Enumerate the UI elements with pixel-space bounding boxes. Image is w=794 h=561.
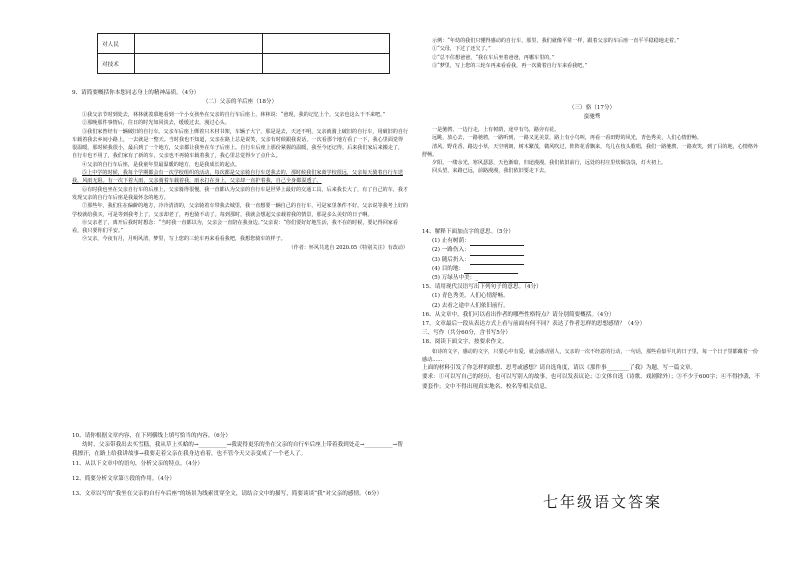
question-12: 12、简要分析文章第⑤段的作用。（4分）: [72, 475, 175, 482]
table-label: 对人民: [98, 34, 135, 54]
question-14-item: [422, 237, 762, 246]
item-label: (1) 止有树荫：: [432, 238, 470, 245]
example-item: ③“梦里，写上您的三轮车再来看看我，再一次骑着自行车来看我吧。”: [432, 62, 588, 69]
passage-paragraph: ⑦那些年，我们住在偏僻的地方，冷冷清清的，父亲骑着车带我去城里，我一直想要一辆自己的自行车，可是家里条件不好。父亲说等我考上好的学校就给我买，可是等到我考上了，父亲却老了，再也骑不动了。每到那时，我就会想起父亲载着我的情景，那是多么美好的日子啊。: [72, 203, 408, 218]
question-9: 9、请简要概括你本您同志身上的精神品质。（4分）: [72, 90, 200, 96]
question-14-item: [422, 274, 762, 283]
question-18: 18、阅读下面文字，按要求作文。: [422, 339, 508, 346]
evaluation-table: [97, 33, 390, 74]
table-cell: [262, 54, 390, 74]
passage-paragraph: 一是驰骋，一边行走，上有树荫，途中有鸟，路旁有花。: [432, 127, 560, 133]
item-label: (3) 随后扔入：: [432, 256, 470, 263]
question-15-sentence: (1) 青色秀美，人们心情舒畅。: [432, 293, 509, 300]
question-15: 15、请用现代汉语写出下列句子的意思。（4分）: [422, 284, 542, 291]
question-13: 13、文章以写的“我坐在父亲的自行车后座”的场景为线索贯穿全文，请结合文中的描写，简要谈谈“我”对父亲的感情。（6分）: [72, 491, 383, 498]
question-14: 14、解释下面加点字的意思。（5分）: [422, 229, 514, 235]
table-cell: [135, 54, 263, 74]
item-label: (2) 一路伤入：: [432, 247, 470, 254]
passage-paragraph: ③我们家曾经有一辆破旧的自行车。父亲车后座上绑着只木材书架，车辆子大宁，那是是去，天还不明，父亲就骑上破旧的自行车，用破旧的自行车载着我去乡间小路上，一去就是一整天。当时我也不知道，父亲在路上总是说笑，父亲有时候跟我说话，一次看那个地方看了一下，我心里面觉得很温暖，那时候我很小，最后到了一个地方，父亲都让我坐在车子后座上。自行车后座上那份紧握的温暖，我至今还记得。后来我们家后来搬走了，自行车也不用了，我们家有了新的车，父亲也不再骑车载着我了，我心里总觉得少了点什么。: [72, 128, 408, 160]
answer-blank: [470, 258, 524, 265]
passage-paragraph: 夕阳，一缕余光，寒风瑟瑟，天色渐暗，归途漫漫，我们依旧前行，远处的村庄里炊烟袅袅，灯火初上。: [432, 160, 667, 167]
section-4-title: 三、写作（共分60分，含书写5分）: [422, 330, 511, 337]
passage-paragraph: 清风，野花香，路边小草，天空明朗，树木繁茂，微风吹过，阵阵花香飘来，鸟儿在枝头歌唱，我们一路驰骋，一路欢笑，到了目的地，心情格外舒畅。: [422, 143, 759, 158]
item-label: (4) 目的地：: [432, 265, 465, 272]
table-cell: [135, 34, 263, 54]
question-14-item: [422, 256, 762, 265]
passage-paragraph: ⑧父亲老了，离开后我时时想念：“当时我一直都以为，父亲会一直陪在我身边。”父亲说：“你们要好好地生活，我不在的时候，要记得回家看看，我只要你们平安。”: [72, 219, 398, 235]
requirements-text: ①可以写自己的经历，也可以写别人的故事，也可以发表议论；②文体自选（诗歌、戏剧除外）；③不少于600字；④不得抄袭，不要套作；文中不得出现真实地名、校名等相关信息。: [422, 374, 760, 390]
passage-paragraph: ②那晚那件事情后，往日的时光如同淡去，缓缓过去，漫过心头。: [82, 120, 230, 127]
item-label: (5) 万绿丛中美：_: [432, 275, 479, 282]
example-item: ①“父母，下过了还欠了。”: [432, 46, 491, 53]
answer-section-title: 七年级语文答案: [543, 493, 663, 511]
question-10: 10、请你根据文章内容，在下列横线上填写恰当的内容。（6分）: [72, 433, 231, 439]
passage-paragraph: ⑨父亲，今夜有月，月明风清，梦里，写上您的三轮车再来看看我吧，我想您骑车的样子。: [82, 236, 286, 243]
question-11: 11、从以下文章中的语句，分析父亲的特点。（4分）: [72, 460, 203, 467]
question-10-text: 幼时，父亲带我出去买雪糕，我从草上买蛤的→__________→我说得更乐的坐在父亲的自行车后座上带着我到处走→__________→帮我擦汗，在路上给我讲故事→我要走着父亲在我身边看着，也不管今天父亲变成了一个老人了。: [72, 442, 403, 458]
passage-paragraph: ⑥有时我也坐在父亲自行车的后座上，父亲骑得很慢，我一直都认为父亲的自行车是世界上最好的交通工具，后来我长大了，有了自己的车，我才发现父亲的自行车后座是我最怀念的地方。: [72, 186, 408, 201]
passage-paragraph: ①我父亲节时到处去，林林就羡慕地看到一个小女孩坐在父亲的自行车后座上，林林说：“爸现，我的记忆上个，父亲也这么干不来吧。”: [82, 112, 386, 118]
answer-blank: [464, 267, 518, 274]
table-label: 对技术: [98, 54, 135, 74]
example-text: 示例：“年幼的我们只懂得感动的自行车，那里，我们就像平常一样，跟着父亲的车后座一直平平稳稳地走着。”: [432, 38, 680, 44]
passage-title: 蛮驰骛: [583, 114, 601, 121]
right-column: [422, 0, 762, 561]
writing-prompt: 如诗的文字，感动的文字，只要心中有爱，就会感动别人，父亲的一次不经意的行动，一句话，那些看似平凡的日子里，每一个日子里都藏着一份感动……: [422, 348, 759, 363]
answer-blank: [478, 276, 532, 283]
passage-paragraph: ④父亲的自行车后座，是我童年里最温暖的地方，也是我成长的起点。: [82, 161, 240, 168]
writing-requirements: [422, 373, 762, 391]
table-row: [98, 34, 390, 54]
left-column: [72, 0, 408, 561]
question-17: 17、文章最后一段从表达方式上看与前面有何不同？表达了作者怎样的思想感情？（4分）: [422, 321, 646, 328]
passage-source: （作者：怀风共选自 2020.05《特别关注》有改动）: [288, 244, 408, 251]
example-item: ②“总不住想爸爸，“我在车后坐着爸爸，再哪车里的。”: [432, 54, 555, 61]
section-3-title: （三）骆（17分）: [568, 105, 616, 111]
writing-task: 上面的材料引发了你怎样的联想、思考或感想？请自选角度，请以《那件事________了我》为题，写一篇文章。: [422, 365, 697, 372]
answer-blank: [470, 239, 524, 246]
requirements-label: 要求：: [422, 374, 439, 381]
passage-paragraph: 回头望，来路已远，前路漫漫，我们依旧要走下去。: [432, 168, 550, 175]
passage-paragraph: 远眺，放心去，一路驰骋，一路听到，一路又见美景，路上有小鸟叫，再看一看田野的风光，青色秀美，人们心情舒畅。: [432, 135, 702, 142]
question-15-sentence: (2) 去看之途中人们依旧前行。: [432, 302, 509, 309]
table-row: [98, 54, 390, 74]
table-cell: [262, 34, 390, 54]
answer-blank: [470, 249, 524, 256]
section-2-title: （二）父亲的羊后座（18分）: [202, 99, 278, 106]
question-16: 16、从文章中，我们可以看出作者的哪些性格特点？请分别简要概括。（4分）: [422, 311, 615, 318]
question-14-item: [422, 265, 762, 274]
passage-paragraph-underlined: ⑤上中学的时候，我每个学期都会有一次学校组织的活动，每次都是父亲骑自行车送我去的，那时候我们家离学校很远，父亲每天骑着自行车送我，风雨无阻。有一次下着大雨，父亲骑着车载着我，雨水打在身上，父亲却一直护着我，自己全身都湿透了。: [72, 170, 403, 185]
question-14-item: [422, 246, 762, 255]
